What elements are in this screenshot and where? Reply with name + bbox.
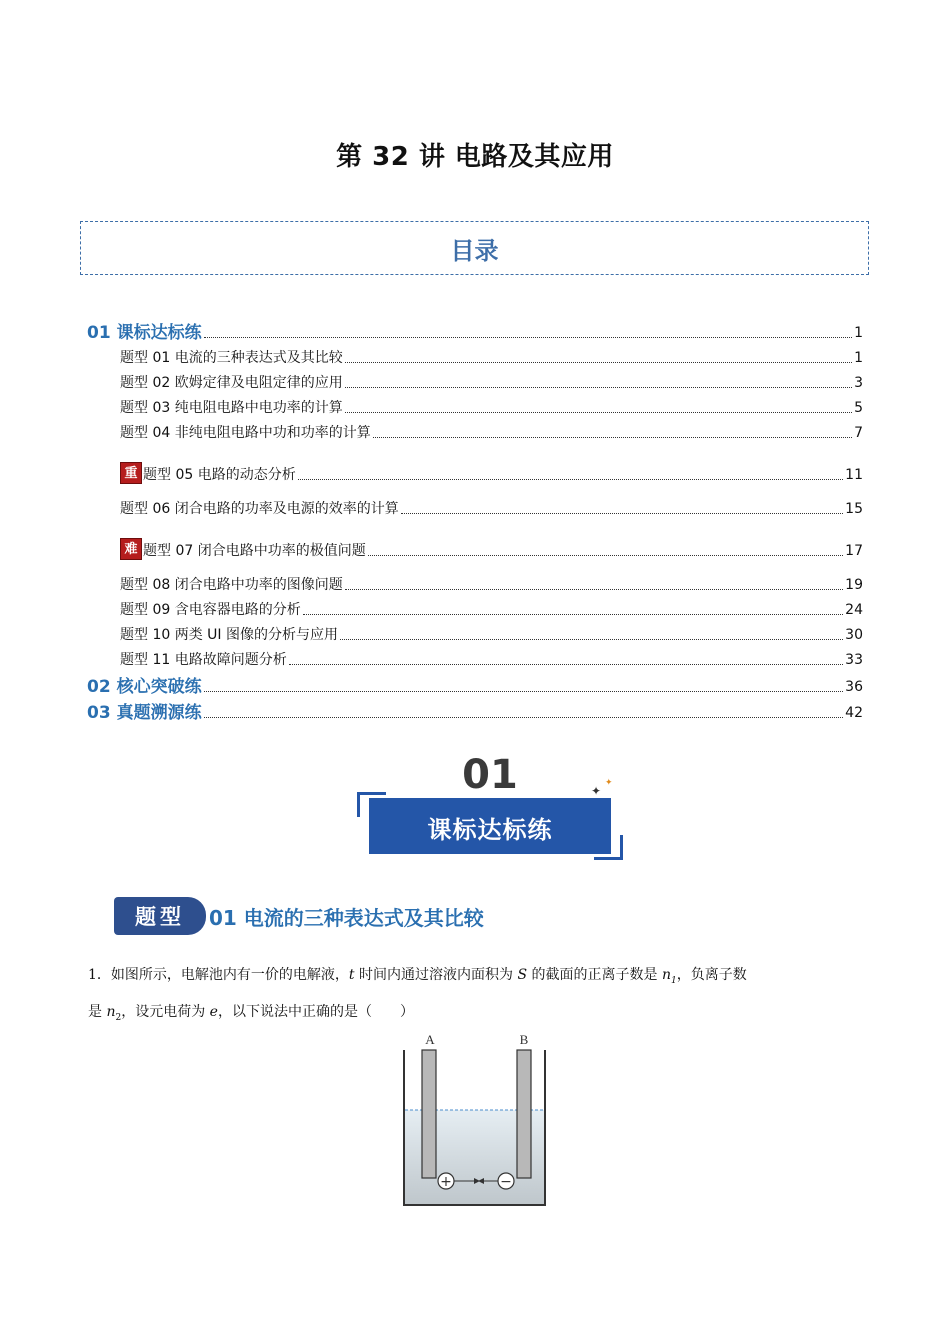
toc-page-number: 1 [854, 325, 863, 341]
toc-leader [345, 386, 852, 388]
toc-page-number: 36 [845, 679, 863, 695]
electrode-A [422, 1050, 436, 1178]
question-text: 是 [88, 1004, 107, 1020]
plus-sign: + [440, 1174, 452, 1190]
question-text: 如图所示，电解池内有一价的电解液， [110, 967, 349, 983]
toc-page-number: 15 [845, 501, 863, 517]
toc-leader [345, 361, 852, 363]
toc-item-08[interactable] [120, 576, 863, 594]
toc-item-label: 题型 03 纯电阻电路中电功率的计算 [120, 400, 343, 416]
var-e: e [209, 1004, 218, 1020]
question-text: ，负离子数 [676, 967, 747, 983]
toc-leader [204, 336, 853, 338]
toc-page-number: 11 [845, 467, 863, 483]
toc-section-03[interactable] [87, 704, 863, 722]
section-number: 01 [462, 752, 518, 798]
toc-leader [368, 554, 843, 556]
toc-section-label: 01 课标达标练 [87, 323, 202, 343]
toc-leader [204, 716, 844, 718]
toc-page-number: 24 [845, 602, 863, 618]
sparkle-icon: ✦ [591, 784, 602, 798]
toc-leader [401, 512, 843, 514]
toc-item-11[interactable] [120, 651, 863, 669]
toc-section-label: 02 核心突破练 [87, 677, 202, 697]
topic-title: 01 电流的三种表达式及其比较 [209, 905, 484, 930]
sparkle-icon: ✦ [605, 778, 613, 788]
toc-leader [340, 638, 843, 640]
toc-page-number: 7 [854, 425, 863, 441]
toc-item-label: 题型 11 电路故障问题分析 [120, 652, 287, 668]
toc-section-01[interactable] [87, 324, 863, 342]
toc-item-07[interactable] [120, 538, 863, 560]
toc-section-label: 03 真题溯源练 [87, 703, 202, 723]
toc-header-box [80, 221, 869, 275]
question-line-2 [88, 1002, 863, 1028]
toc-item-03[interactable] [120, 399, 863, 417]
toc-item-label: 题型 02 欧姆定律及电阻定律的应用 [120, 375, 343, 391]
toc-item-label: 题型 09 含电容器电路的分析 [120, 602, 301, 618]
toc-section-02[interactable] [87, 678, 863, 696]
question-line-1 [88, 965, 863, 991]
key-badge-icon: 重 [120, 462, 142, 484]
electrolytic-cell-figure [394, 1030, 554, 1212]
toc-page-number: 17 [845, 543, 863, 559]
toc-page-number: 42 [845, 705, 863, 721]
toc-item-label: 题型 08 闭合电路中功率的图像问题 [120, 577, 343, 593]
banner-box [369, 798, 611, 854]
toc-item-label: 题型 05 电路的动态分析 [143, 467, 296, 483]
toc-item-label: 题型 01 电流的三种表达式及其比较 [120, 350, 343, 366]
var-t: t [348, 967, 355, 983]
question-number: 1． [88, 967, 111, 983]
subscript-1: 1 [671, 975, 677, 986]
question-text: ，以下说法中正确的是（ ） [217, 1004, 414, 1020]
label-B: B [519, 1032, 529, 1047]
toc-item-05[interactable] [120, 462, 863, 484]
toc-item-label: 题型 06 闭合电路的功率及电源的效率的计算 [120, 501, 399, 517]
toc-item-label: 题型 04 非纯电阻电路中功和功率的计算 [120, 425, 371, 441]
electrode-B [517, 1050, 531, 1178]
label-A: A [425, 1032, 435, 1047]
question-text: 时间内通过溶液内面积为 [354, 967, 518, 983]
toc-item-06[interactable] [120, 500, 863, 518]
question-text: 的截面的正离子数是 [527, 967, 662, 983]
question-text: ，设元电荷为 [121, 1004, 210, 1020]
toc-item-04[interactable] [120, 424, 863, 442]
toc-page-number: 33 [845, 652, 863, 668]
toc-page-number: 30 [845, 627, 863, 643]
toc-page-number: 3 [854, 375, 863, 391]
minus-sign: − [500, 1174, 512, 1190]
toc-page-number: 19 [845, 577, 863, 593]
toc-item-02[interactable] [120, 374, 863, 392]
toc-item-label: 题型 07 闭合电路中功率的极值问题 [143, 543, 366, 559]
toc-leader [345, 588, 843, 590]
toc-heading: 目录 [450, 237, 499, 265]
subscript-2: 2 [115, 1012, 122, 1023]
toc-leader [204, 690, 844, 692]
toc-leader [298, 478, 843, 480]
toc-item-01[interactable] [120, 349, 863, 367]
toc-leader [373, 436, 852, 438]
difficult-badge-icon: 难 [120, 538, 142, 560]
topic-tag: 题型 [114, 897, 206, 935]
toc-leader [303, 613, 843, 615]
page-title: 第 32 讲 电路及其应用 [336, 142, 614, 172]
var-n2: n [106, 1004, 116, 1020]
toc-page-number: 1 [854, 350, 863, 366]
toc-leader [345, 411, 852, 413]
banner-corner-decoration [594, 835, 623, 860]
var-n1: n [661, 967, 671, 983]
toc-page-number: 5 [854, 400, 863, 416]
toc-item-label: 题型 10 两类 UI 图像的分析与应用 [120, 627, 338, 643]
toc-leader [289, 663, 843, 665]
topic-heading [114, 896, 484, 936]
section-banner-text: 课标达标练 [427, 816, 553, 844]
var-S: S [517, 967, 528, 983]
toc-item-10[interactable] [120, 626, 863, 644]
section-banner [357, 752, 623, 860]
toc-item-09[interactable] [120, 601, 863, 619]
